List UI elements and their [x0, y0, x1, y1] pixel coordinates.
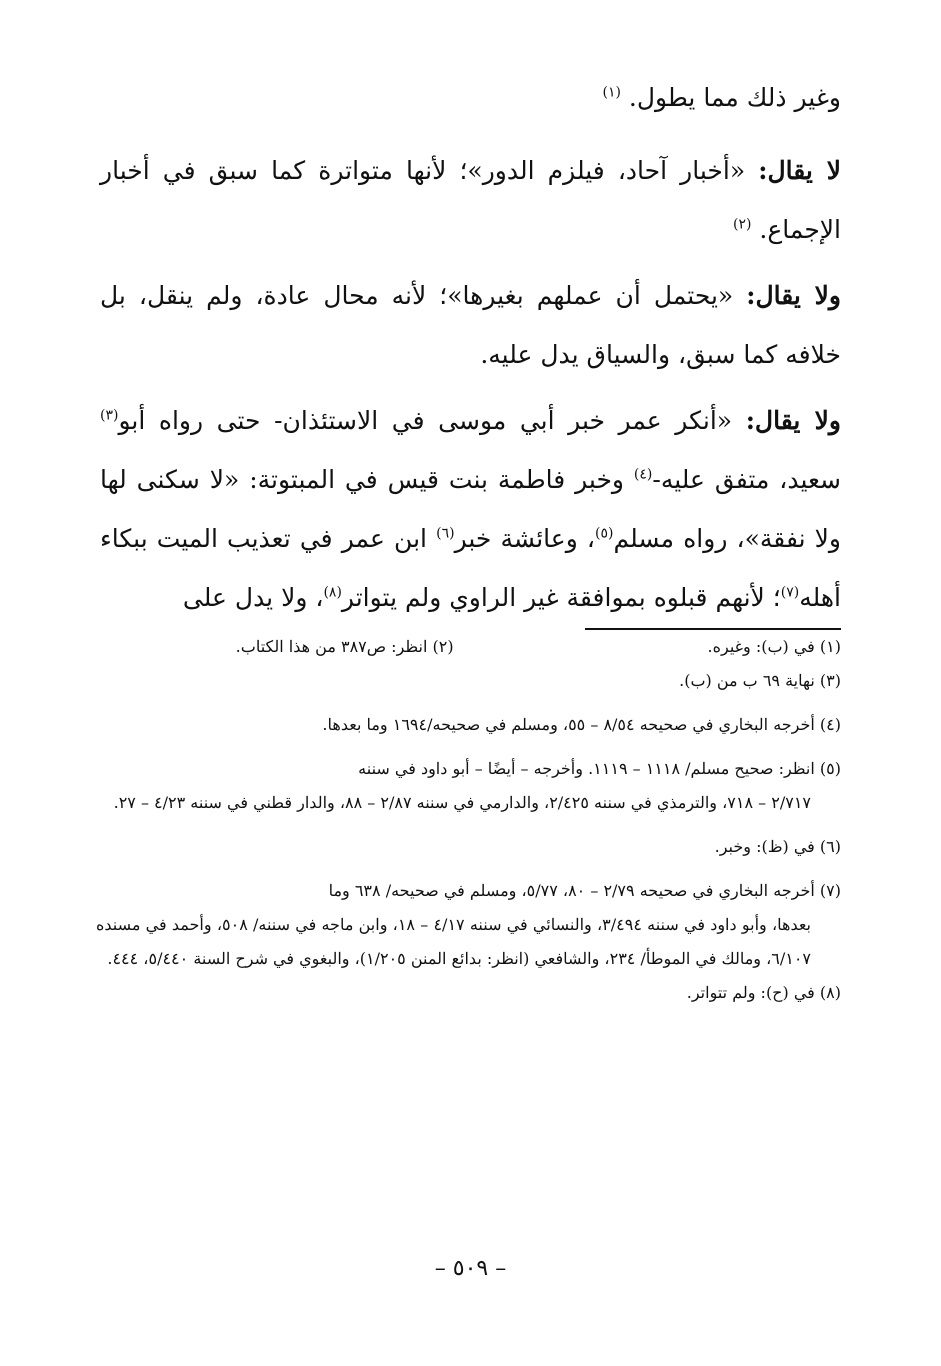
footnote-ref-7: (٧) [780, 584, 800, 601]
footnote-ref-1: (١) [602, 84, 621, 101]
paragraph-2-lead: لا يقال: [758, 156, 841, 185]
footnote-1: (١) في (ب): وغيره. [707, 637, 841, 656]
page-number: – ٥٠٩ – [434, 1256, 507, 1281]
main-text [100, 68, 841, 634]
paragraph-3 [100, 266, 841, 384]
paragraph-3-lead: ولا يقال: [746, 281, 841, 310]
footnote-ref-4: (٤) [633, 466, 653, 483]
paragraph-4-part-a: «أنكر عمر خبر أبي موسى في الاستئذان- حتى رواه أبو [118, 406, 733, 435]
paragraph-4-part-e: ابن عمر في تعذيب الميت ببكاء أهله [100, 524, 841, 612]
footnote-ref-6: (٦) [436, 525, 455, 542]
footnote-4: (٤) أخرجه البخاري في صحيحه ٨/٥٤ – ٥٥، ومسلم في صحيحه/١٦٩٤ وما بعدها. [322, 715, 841, 734]
paragraph-4-lead: ولا يقال: [745, 406, 841, 435]
footnote-5-continuation: ٢/٧١٧ – ٧١٨، والترمذي في سننه ٢/٤٢٥، والدارمي في سننه ٢/٨٧ – ٨٨، والدار قطني في سننه ٤/٢٣ – ٢٧. [113, 793, 811, 812]
footnote-row-1-2 [96, 630, 841, 664]
paragraph-4 [100, 391, 841, 627]
footnote-ref-3: (٣) [100, 407, 119, 424]
footnote-7-line-1: (٧) أخرجه البخاري في صحيحه ٢/٧٩ – ٨٠، ٥/٧٧، ومسلم في صحيحه/ ٦٣٨ وما [328, 881, 841, 900]
footnote-6: (٦) في (ظ): وخبر. [714, 837, 841, 856]
paragraph-1-text: وغير ذلك مما يطول. [628, 83, 841, 112]
footnote-5 [96, 752, 841, 820]
paragraph-1 [100, 68, 841, 127]
footnote-ref-5: (٥) [595, 525, 614, 542]
footnote-5-line-1: (٥) انظر: صحيح مسلم/ ١١١٨ – ١١١٩. وأخرجه – أيضًا – أبو داود في سننه [358, 759, 841, 778]
paragraph-4-part-b: سعيد، متفق عليه- [652, 465, 841, 494]
footnote-ref-2: (٢) [732, 216, 752, 233]
paragraph-4-part-c: وخبر فاطمة بنت قيس في المبتوتة: «لا سكنى لها ولا نفقة»، رواه مسلم [100, 465, 842, 553]
footnote-7-continuation: بعدها، وأبو داود في سننه ٣/٤٩٤، والنسائي في سننه ٤/١٧ – ١٨، وابن ماجه في سننه/ ٥٠٨، وأحمد في مسنده ٦/١٠٧، ومالك في الموطأ/ ٢٣٤، والشافعي (انظر: بدائع المنن ١/٢٠٥)، والبغوي في شرح السنة ٥/٤٤٠، ٤٤٤. [96, 915, 812, 968]
footnote-3: (٣) نهاية ٦٩ ب من (ب). [679, 671, 841, 690]
footnote-ref-8: (٨) [323, 584, 342, 601]
paragraph-2 [100, 141, 841, 259]
footnotes [96, 630, 841, 1010]
paragraph-3-text: «يحتمل أن عملهم بغيرها»؛ لأنه محال عادة، ولم ينقل، بل خلافه كما سبق، والسياق يدل عليه. [100, 281, 841, 369]
paragraph-4-part-f: ؛ لأنهم قبلوه بموافقة غير الراوي ولم يتواتر [341, 583, 781, 612]
paragraph-4-part-d: ، وعائشة خبر [454, 524, 595, 553]
footnote-7 [96, 874, 841, 976]
paragraph-2-text: «أخبار آحاد، فيلزم الدور»؛ لأنها متواترة كما سبق في أخبار الإجماع. [100, 156, 841, 244]
paragraph-4-part-g: ، ولا يدل على [182, 583, 324, 612]
footnote-8: (٨) في (ح): ولم تتواتر. [686, 983, 841, 1002]
footnote-2: (٢) انظر: ص٣٨٧ من هذا الكتاب. [235, 637, 454, 656]
